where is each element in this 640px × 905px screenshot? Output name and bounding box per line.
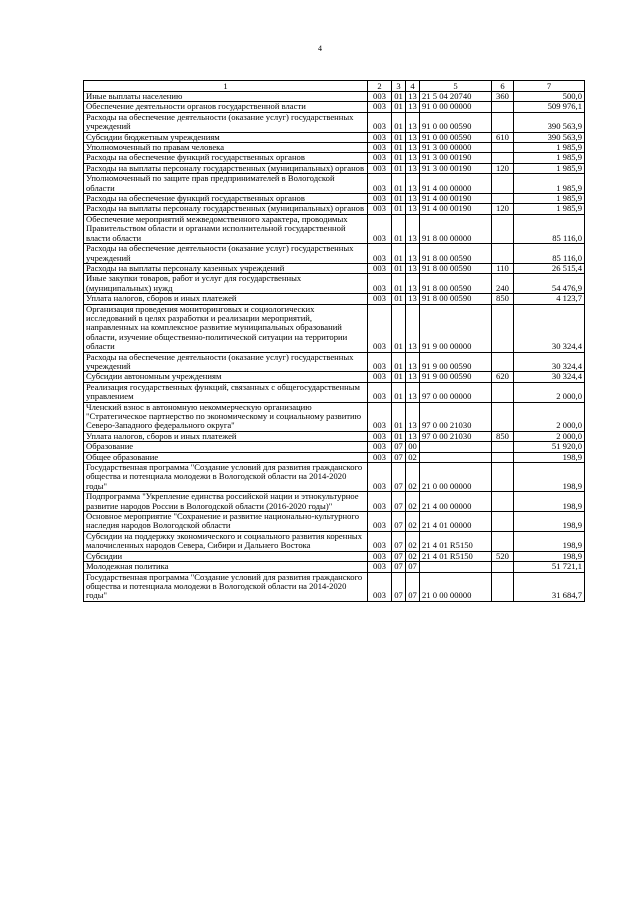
row-amount: 198,9 [514, 452, 585, 462]
row-expense-type-code: 850 [492, 294, 514, 304]
row-target-article-code: 91 3 00 00000 [420, 143, 492, 153]
row-target-article-code [420, 562, 492, 572]
row-expense-type-code: 620 [492, 372, 514, 382]
row-subsection-code: 13 [406, 92, 420, 102]
table-row [84, 572, 585, 601]
row-name: Субсидии автономным учреждениям [84, 372, 368, 382]
table-row [84, 442, 585, 452]
row-expense-type-code: 850 [492, 431, 514, 441]
row-ved-code: 003 [368, 492, 392, 512]
table-row [84, 132, 585, 142]
column-header: 2 [368, 81, 392, 92]
row-ved-code: 003 [368, 204, 392, 214]
row-expense-type-code [492, 304, 514, 352]
row-section-code: 01 [392, 214, 406, 243]
row-ved-code: 003 [368, 112, 392, 132]
row-ved-code: 003 [368, 382, 392, 402]
row-name: Расходы на обеспечение функций государственных органов [84, 194, 368, 204]
row-target-article-code: 91 8 00 00590 [420, 294, 492, 304]
row-name: Молодежная политика [84, 562, 368, 572]
row-amount: 1 985,9 [514, 163, 585, 173]
row-name: Государственная программа "Создание условий для развития гражданского общества и потенциала молодежи в Вологодской области на 2014-2020 годы" [84, 572, 368, 601]
row-target-article-code: 91 0 00 00590 [420, 112, 492, 132]
row-section-code: 01 [392, 153, 406, 163]
row-amount: 1 985,9 [514, 204, 585, 214]
row-subsection-code: 02 [406, 463, 420, 492]
row-subsection-code: 13 [406, 274, 420, 294]
row-amount: 85 116,0 [514, 214, 585, 243]
row-target-article-code: 91 3 00 00190 [420, 163, 492, 173]
row-target-article-code: 91 0 00 00000 [420, 102, 492, 112]
row-expense-type-code [492, 492, 514, 512]
row-amount: 198,9 [514, 492, 585, 512]
row-expense-type-code [492, 112, 514, 132]
row-subsection-code: 13 [406, 132, 420, 142]
row-ved-code: 003 [368, 442, 392, 452]
row-target-article-code: 91 8 00 00590 [420, 274, 492, 294]
table-row [84, 463, 585, 492]
row-amount: 31 684,7 [514, 572, 585, 601]
table-row [84, 143, 585, 153]
row-ved-code: 003 [368, 92, 392, 102]
row-expense-type-code: 360 [492, 92, 514, 102]
row-ved-code: 003 [368, 294, 392, 304]
row-subsection-code: 02 [406, 551, 420, 561]
row-ved-code: 003 [368, 163, 392, 173]
row-name: Расходы на обеспечение функций государственных органов [84, 153, 368, 163]
row-target-article-code: 91 8 00 00000 [420, 214, 492, 243]
table-row [84, 431, 585, 441]
row-ved-code: 003 [368, 274, 392, 294]
row-expense-type-code [492, 153, 514, 163]
table-row [84, 174, 585, 194]
row-amount: 1 985,9 [514, 153, 585, 163]
row-expense-type-code [492, 102, 514, 112]
row-subsection-code: 02 [406, 531, 420, 551]
row-target-article-code: 91 9 00 00000 [420, 304, 492, 352]
column-header: 5 [420, 81, 492, 92]
row-ved-code: 003 [368, 431, 392, 441]
row-section-code: 01 [392, 194, 406, 204]
row-target-article-code: 21 5 04 20740 [420, 92, 492, 102]
row-subsection-code: 13 [406, 112, 420, 132]
budget-table [83, 80, 585, 602]
row-amount: 51 920,0 [514, 442, 585, 452]
table-row [84, 372, 585, 382]
table-row [84, 402, 585, 431]
row-ved-code: 003 [368, 214, 392, 243]
row-name: Образование [84, 442, 368, 452]
row-expense-type-code: 120 [492, 204, 514, 214]
row-section-code: 07 [392, 492, 406, 512]
row-section-code: 01 [392, 382, 406, 402]
row-ved-code: 003 [368, 512, 392, 532]
row-section-code: 01 [392, 132, 406, 142]
row-target-article-code: 91 0 00 00590 [420, 132, 492, 142]
row-section-code: 01 [392, 431, 406, 441]
row-name: Обеспечение деятельности органов государственной власти [84, 102, 368, 112]
row-name: Расходы на выплаты персоналу государственных (муниципальных) органов [84, 163, 368, 173]
row-subsection-code: 02 [406, 512, 420, 532]
row-section-code: 01 [392, 294, 406, 304]
table-row [84, 562, 585, 572]
row-section-code: 01 [392, 372, 406, 382]
row-target-article-code: 91 9 00 00590 [420, 372, 492, 382]
row-section-code: 01 [392, 102, 406, 112]
row-target-article-code: 21 4 01 R5150 [420, 531, 492, 551]
row-expense-type-code [492, 463, 514, 492]
row-section-code: 07 [392, 512, 406, 532]
row-expense-type-code [492, 244, 514, 264]
row-section-code: 07 [392, 442, 406, 452]
row-amount: 54 476,9 [514, 274, 585, 294]
row-ved-code: 003 [368, 352, 392, 372]
row-subsection-code: 02 [406, 452, 420, 462]
row-ved-code: 003 [368, 551, 392, 561]
row-name: Расходы на обеспечение деятельности (оказание услуг) государственных учреждений [84, 112, 368, 132]
row-amount: 2 000,0 [514, 382, 585, 402]
row-amount: 30 324,4 [514, 372, 585, 382]
row-ved-code: 003 [368, 102, 392, 112]
table-row [84, 153, 585, 163]
row-ved-code: 003 [368, 463, 392, 492]
row-amount: 2 000,0 [514, 402, 585, 431]
row-name: Уплата налогов, сборов и иных платежей [84, 431, 368, 441]
row-target-article-code: 91 8 00 00590 [420, 263, 492, 273]
row-expense-type-code [492, 214, 514, 243]
row-target-article-code: 91 4 00 00190 [420, 194, 492, 204]
row-section-code: 01 [392, 204, 406, 214]
row-amount: 500,0 [514, 92, 585, 102]
row-name: Расходы на выплаты персоналу государственных (муниципальных) органов [84, 204, 368, 214]
row-target-article-code: 21 4 01 00000 [420, 512, 492, 532]
row-name: Организация проведения мониторинговых и социологических исследований в целях разработки и реализации мероприятий, направленных на комплексное развитие муниципальных образований области, изучение общественно-политической ситуации на территории области [84, 304, 368, 352]
row-expense-type-code [492, 512, 514, 532]
row-name: Основное мероприятие "Сохранение и развитие национально-культурного наследия народов Вологодской области [84, 512, 368, 532]
row-section-code: 01 [392, 274, 406, 294]
row-section-code: 01 [392, 163, 406, 173]
table-row [84, 244, 585, 264]
table-header-row [84, 81, 585, 92]
row-subsection-code: 13 [406, 431, 420, 441]
row-expense-type-code: 120 [492, 163, 514, 173]
row-name: Субсидии [84, 551, 368, 561]
row-amount: 30 324,4 [514, 304, 585, 352]
table-row [84, 512, 585, 532]
row-amount: 390 563,9 [514, 112, 585, 132]
row-section-code: 01 [392, 112, 406, 132]
row-section-code: 01 [392, 244, 406, 264]
row-amount: 30 324,4 [514, 352, 585, 372]
row-name: Членский взнос в автономную некоммерческую организацию "Стратегическое партнерство по экономическому и социальному развитию Северо-Западного федерального округа" [84, 402, 368, 431]
column-header: 7 [514, 81, 585, 92]
table-row [84, 531, 585, 551]
table-row [84, 214, 585, 243]
row-name: Расходы на обеспечение деятельности (оказание услуг) государственных учреждений [84, 244, 368, 264]
row-section-code: 01 [392, 263, 406, 273]
row-name: Расходы на выплаты персоналу казенных учреждений [84, 263, 368, 273]
row-expense-type-code [492, 402, 514, 431]
row-ved-code: 003 [368, 174, 392, 194]
row-section-code: 01 [392, 304, 406, 352]
row-expense-type-code [492, 531, 514, 551]
row-ved-code: 003 [368, 132, 392, 142]
row-target-article-code [420, 452, 492, 462]
row-section-code: 07 [392, 562, 406, 572]
row-amount: 198,9 [514, 512, 585, 532]
table-row [84, 452, 585, 462]
row-subsection-code: 07 [406, 562, 420, 572]
row-subsection-code: 07 [406, 572, 420, 601]
row-amount: 509 976,1 [514, 102, 585, 112]
row-target-article-code: 21 4 01 R5150 [420, 551, 492, 561]
row-amount: 198,9 [514, 531, 585, 551]
column-header: 1 [84, 81, 368, 92]
row-expense-type-code: 520 [492, 551, 514, 561]
row-target-article-code: 91 8 00 00590 [420, 244, 492, 264]
row-section-code: 07 [392, 572, 406, 601]
row-section-code: 01 [392, 92, 406, 102]
table-row [84, 102, 585, 112]
row-target-article-code: 21 4 00 00000 [420, 492, 492, 512]
row-subsection-code: 13 [406, 352, 420, 372]
table-row [84, 294, 585, 304]
row-ved-code: 003 [368, 452, 392, 462]
row-ved-code: 003 [368, 263, 392, 273]
row-amount: 2 000,0 [514, 431, 585, 441]
table-row [84, 304, 585, 352]
row-subsection-code: 00 [406, 442, 420, 452]
row-subsection-code: 13 [406, 382, 420, 402]
row-expense-type-code [492, 143, 514, 153]
row-subsection-code: 13 [406, 204, 420, 214]
row-subsection-code: 13 [406, 294, 420, 304]
row-target-article-code: 97 0 00 00000 [420, 382, 492, 402]
row-ved-code: 003 [368, 402, 392, 431]
row-ved-code: 003 [368, 194, 392, 204]
row-section-code: 01 [392, 143, 406, 153]
row-name: Реализация государственных функций, связанных с общегосударственным управлением [84, 382, 368, 402]
row-expense-type-code: 610 [492, 132, 514, 142]
row-target-article-code: 97 0 00 21030 [420, 402, 492, 431]
row-section-code: 07 [392, 531, 406, 551]
row-target-article-code: 91 3 00 00190 [420, 153, 492, 163]
column-header: 6 [492, 81, 514, 92]
row-name: Иные закупки товаров, работ и услуг для государственных (муниципальных) нужд [84, 274, 368, 294]
row-section-code: 01 [392, 174, 406, 194]
row-ved-code: 003 [368, 372, 392, 382]
table-row [84, 92, 585, 102]
row-expense-type-code [492, 382, 514, 402]
row-target-article-code [420, 442, 492, 452]
row-target-article-code: 21 0 00 00000 [420, 572, 492, 601]
row-section-code: 01 [392, 402, 406, 431]
row-amount: 26 515,4 [514, 263, 585, 273]
row-expense-type-code [492, 452, 514, 462]
row-ved-code: 003 [368, 531, 392, 551]
row-name: Подпрограмма "Укрепление единства российской нации и этнокультурное развитие народов России в Вологодской области (2016-2020 годы)" [84, 492, 368, 512]
row-subsection-code: 13 [406, 214, 420, 243]
row-name: Обеспечение мероприятий межведомственного характера, проводимых Правительством области и органами исполнительной государственной власти области [84, 214, 368, 243]
row-amount: 85 116,0 [514, 244, 585, 264]
table-row [84, 204, 585, 214]
row-subsection-code: 13 [406, 102, 420, 112]
row-subsection-code: 13 [406, 304, 420, 352]
row-subsection-code: 13 [406, 244, 420, 264]
table-row [84, 112, 585, 132]
row-section-code: 07 [392, 463, 406, 492]
row-ved-code: 003 [368, 153, 392, 163]
row-name: Субсидии на поддержку экономического и социального развития коренных малочисленных народов Севера, Сибири и Дальнего Востока [84, 531, 368, 551]
row-expense-type-code [492, 572, 514, 601]
table-row [84, 194, 585, 204]
row-ved-code: 003 [368, 562, 392, 572]
row-subsection-code: 13 [406, 372, 420, 382]
row-amount: 51 721,1 [514, 562, 585, 572]
row-name: Иные выплаты населению [84, 92, 368, 102]
row-target-article-code: 91 4 00 00000 [420, 174, 492, 194]
row-section-code: 07 [392, 452, 406, 462]
row-amount: 198,9 [514, 463, 585, 492]
row-section-code: 07 [392, 551, 406, 561]
row-target-article-code: 21 0 00 00000 [420, 463, 492, 492]
row-subsection-code: 13 [406, 174, 420, 194]
row-ved-code: 003 [368, 143, 392, 153]
table-row [84, 492, 585, 512]
table-row [84, 274, 585, 294]
row-expense-type-code [492, 442, 514, 452]
row-name: Уполномоченный по защите прав предпринимателей в Вологодской области [84, 174, 368, 194]
row-ved-code: 003 [368, 304, 392, 352]
row-expense-type-code [492, 194, 514, 204]
row-amount: 198,9 [514, 551, 585, 561]
row-amount: 1 985,9 [514, 143, 585, 153]
row-target-article-code: 91 9 00 00590 [420, 352, 492, 372]
table-row [84, 551, 585, 561]
row-subsection-code: 13 [406, 402, 420, 431]
row-expense-type-code [492, 352, 514, 372]
row-expense-type-code: 110 [492, 263, 514, 273]
row-expense-type-code: 240 [492, 274, 514, 294]
row-target-article-code: 91 4 00 00190 [420, 204, 492, 214]
row-subsection-code: 02 [406, 492, 420, 512]
row-name: Уплата налогов, сборов и иных платежей [84, 294, 368, 304]
row-expense-type-code [492, 562, 514, 572]
row-name: Уполномоченный по правам человека [84, 143, 368, 153]
row-subsection-code: 13 [406, 153, 420, 163]
row-name: Расходы на обеспечение деятельности (оказание услуг) государственных учреждений [84, 352, 368, 372]
column-header: 4 [406, 81, 420, 92]
column-header: 3 [392, 81, 406, 92]
row-expense-type-code [492, 174, 514, 194]
row-name: Субсидии бюджетным учреждениям [84, 132, 368, 142]
row-ved-code: 003 [368, 572, 392, 601]
row-section-code: 01 [392, 352, 406, 372]
row-subsection-code: 13 [406, 194, 420, 204]
table-row [84, 163, 585, 173]
row-name: Государственная программа "Создание условий для развития гражданского общества и потенциала молодежи в Вологодской области на 2014-2020 годы" [84, 463, 368, 492]
table-row [84, 382, 585, 402]
row-ved-code: 003 [368, 244, 392, 264]
row-amount: 1 985,9 [514, 174, 585, 194]
row-subsection-code: 13 [406, 263, 420, 273]
page-number: 4 [318, 44, 322, 53]
table-row [84, 352, 585, 372]
row-subsection-code: 13 [406, 143, 420, 153]
row-amount: 1 985,9 [514, 194, 585, 204]
row-amount: 390 563,9 [514, 132, 585, 142]
row-amount: 4 123,7 [514, 294, 585, 304]
table-row [84, 263, 585, 273]
row-target-article-code: 97 0 00 21030 [420, 431, 492, 441]
row-name: Общее образование [84, 452, 368, 462]
row-subsection-code: 13 [406, 163, 420, 173]
